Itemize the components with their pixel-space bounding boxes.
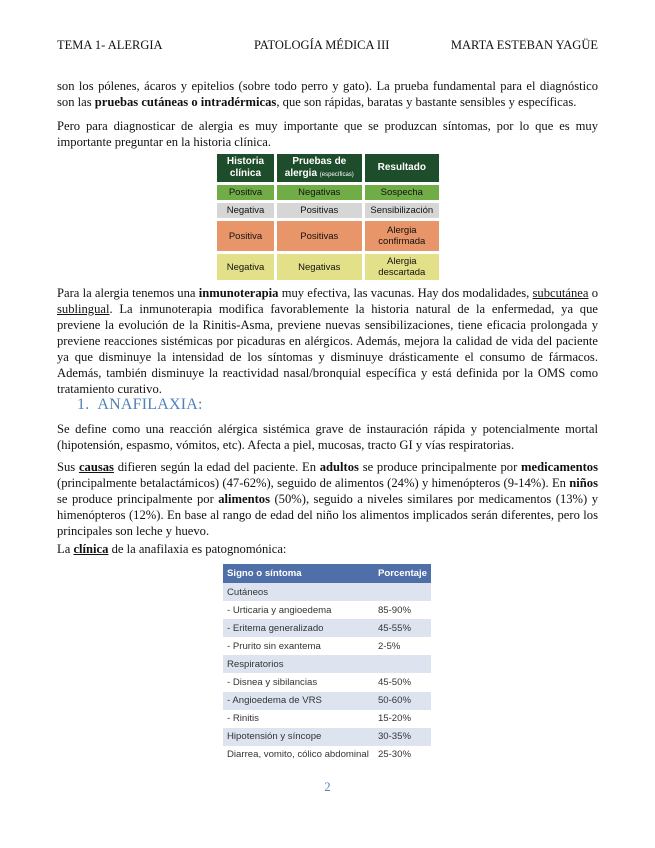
page-header <box>57 38 598 54</box>
table-cell: Respiratorios <box>223 655 374 673</box>
bold-term: pruebas cutáneas o intradérmicas <box>94 95 277 109</box>
table-header-cell: Historia clínica <box>217 154 274 182</box>
table-cell: Positiva <box>217 221 274 251</box>
bold-term: alimentos <box>218 492 271 506</box>
table-row <box>217 185 439 200</box>
table-cell: Negativa <box>217 203 274 218</box>
table-row <box>223 619 431 637</box>
table-cell: Negativas <box>277 254 362 280</box>
table-cell: - Prurito sin exantema <box>223 637 374 655</box>
paragraph-immunotherapy: Para la alergia tenemos una inmunoterapia muy efectiva, las vacunas. Hay dos modalidades, subcutánea o sublingual. La inmunoterapia modifica favorablemente la historia natural de la enfermedad, ya que previene la evolución de la Rinitis-Asma, previene nuevas sensibilizaciones, tiene eficacia prolongada y previene reacciones sistémicas por picaduras en alérgicos. Además, mejora la calidad de vida del paciente ya que disminuye la intensidad de los síntomas y disminuye drásticamente el consumo de fármacos. Además, también disminuye la reactividad nasal/bronquial específica y está definida por la OMS como tratamiento curativo. <box>57 286 598 396</box>
table-cell: 50-60% <box>374 692 431 710</box>
table-cell: 2-5% <box>374 637 431 655</box>
table-cell: Positivas <box>277 203 362 218</box>
paragraph-clinical-history: Pero para diagnosticar de alergia es muy importante que se produzcan síntomas, por lo que es muy importante preguntar en la historia clínica. <box>57 119 598 149</box>
section-heading: 1. ANAFILAXIA: <box>77 396 203 413</box>
table-cell <box>374 655 431 673</box>
page-number: 2 <box>324 780 331 794</box>
bold-term: inmunoterapia <box>198 286 279 300</box>
paragraph-causes: Sus causas difieren según la edad del paciente. En adultos se produce principalmente por medicamentos (principalmente betalactámicos) (47-62%), seguido de alimentos (24%) y himenópteros (9-14%). En niños se produce principalmente por alimentos (50%), seguido a niveles similares por medicamentos (13%) y himenópteros (12%). En base al rango de edad del niño los alimentos implicados serán diferentes, pero los principales son leche y huevo. <box>57 460 598 538</box>
table-cell: 25-30% <box>374 746 431 764</box>
table-cell: Negativas <box>277 185 362 200</box>
table-cell: - Disnea y sibilancias <box>223 673 374 691</box>
bold-term: adultos <box>319 460 359 474</box>
table-header-cell: Resultado <box>365 154 439 182</box>
header-subject: PATOLOGÍA MÉDICA III <box>254 38 390 52</box>
bold-term: niños <box>569 476 598 490</box>
table-cell: 45-55% <box>374 619 431 637</box>
table-cell <box>374 583 431 601</box>
table-cell: 45-50% <box>374 673 431 691</box>
table-cell: Negativa <box>217 254 274 280</box>
table-cell: 30-35% <box>374 728 431 746</box>
table-cell: Diarrea, vomito, cólico abdominal <box>223 746 374 764</box>
table-row <box>223 728 431 746</box>
table-cell: Hipotensión y síncope <box>223 728 374 746</box>
table-cell: Positiva <box>217 185 274 200</box>
table-row <box>223 637 431 655</box>
table-row <box>223 601 431 619</box>
table-header-cell: Pruebas de alergia (específicas) <box>277 154 362 182</box>
table-cell: - Eritema generalizado <box>223 619 374 637</box>
paragraph-anaphylaxis-definition: Se define como una reacción alérgica sistémica grave de instauración rápida y potencialmente mortal (hipotensión, espasmo, vómitos, etc). Afecta a piel, mucosas, tracto GI y vías respiratorias. <box>57 422 598 452</box>
table-header-cell: Signo o síntoma <box>223 564 374 583</box>
table-cell: Positivas <box>277 221 362 251</box>
table-row <box>217 221 439 251</box>
table-cell: - Rinitis <box>223 710 374 728</box>
table-row <box>217 203 439 218</box>
header-topic: TEMA 1- ALERGIA <box>57 38 163 52</box>
underlined-term: sublingual <box>57 302 110 316</box>
table-header-cell: Porcentaje <box>374 564 431 583</box>
table-row <box>217 254 439 280</box>
bold-term: medicamentos <box>521 460 598 474</box>
header-author: MARTA ESTEBAN YAGÜE <box>450 38 598 52</box>
bold-underlined-term: causas <box>78 460 114 474</box>
table-cell: 85-90% <box>374 601 431 619</box>
table-row <box>223 583 431 601</box>
underlined-term: subcutánea <box>532 286 589 300</box>
table-row <box>223 746 431 764</box>
allergy-diagnosis-table <box>214 151 442 283</box>
table-row <box>223 710 431 728</box>
table-cell: Cutáneos <box>223 583 374 601</box>
table-cell: 15-20% <box>374 710 431 728</box>
table-row <box>223 655 431 673</box>
table-cell: Alergia confirmada <box>365 221 439 251</box>
table-cell: Sospecha <box>365 185 439 200</box>
paragraph-diagnosis: son los pólenes, ácaros y epitelios (sobre todo perro y gato). La prueba fundamental para el diagnóstico son las pruebas cutáneas o intradérmicas, que son rápidas, baratas y bastante sensibles y específicas. <box>57 79 598 109</box>
table-cell: Alergia descartada <box>365 254 439 280</box>
table-row <box>223 692 431 710</box>
table-cell: - Urticaria y angioedema <box>223 601 374 619</box>
paragraph-clinical: La clínica de la anafilaxia es patognomónica: <box>57 542 287 556</box>
bold-underlined-term: clínica <box>73 542 109 556</box>
table-cell: Sensibilización <box>365 203 439 218</box>
table-row <box>223 673 431 691</box>
table-cell: - Angioedema de VRS <box>223 692 374 710</box>
anaphylaxis-symptoms-table <box>223 564 431 764</box>
